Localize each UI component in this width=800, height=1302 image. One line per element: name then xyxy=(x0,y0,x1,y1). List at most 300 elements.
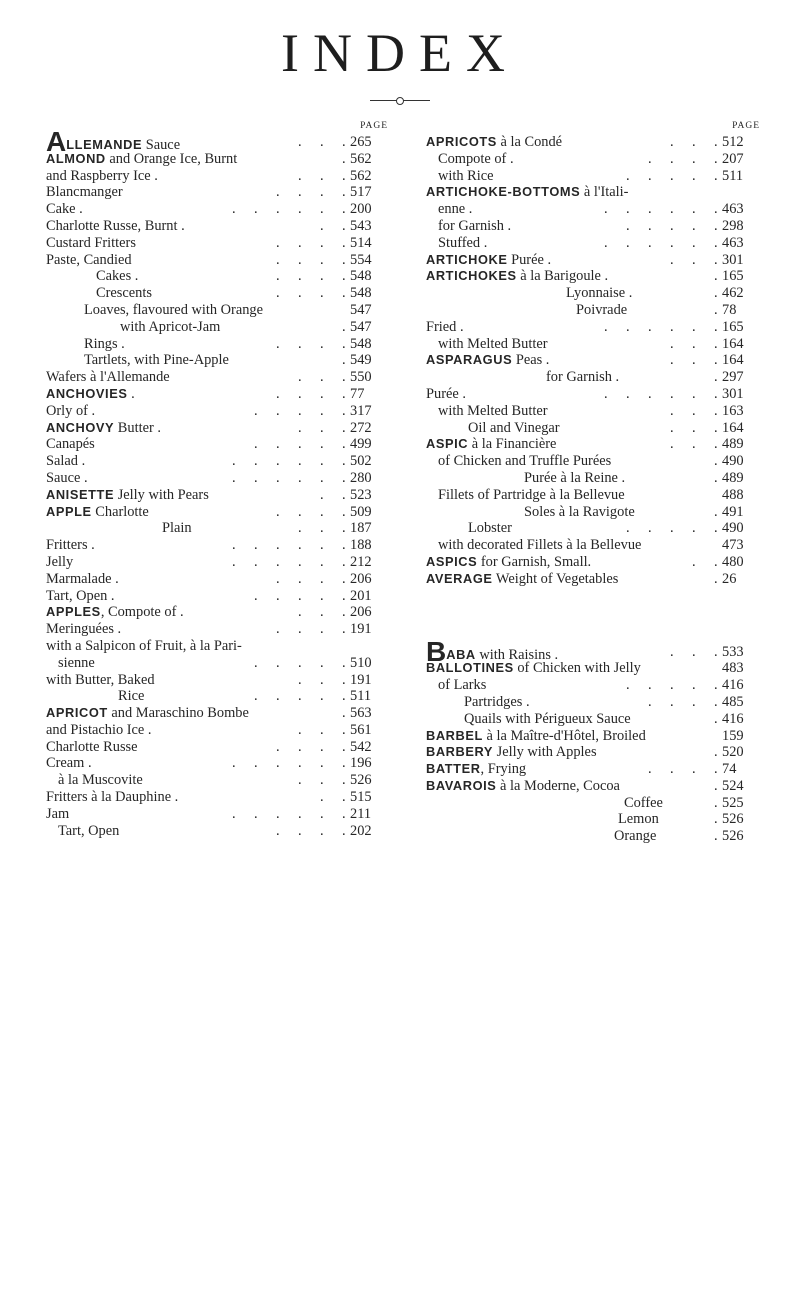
leader-dot: . xyxy=(342,201,346,218)
entry-text xyxy=(438,168,494,185)
entry-page-number: 206 xyxy=(350,604,372,621)
entry-label: Orly of . xyxy=(46,402,96,419)
index-entry xyxy=(426,386,760,403)
entry-label: with Rice xyxy=(438,167,494,184)
leader-dot: . xyxy=(320,285,324,302)
leader-dot: . xyxy=(342,503,346,520)
leader-dot: . xyxy=(320,721,324,738)
entry-page-number: 78 xyxy=(722,301,737,318)
index-entry xyxy=(46,789,388,806)
leader-dot: . xyxy=(320,772,324,789)
entry-page-number: 77 xyxy=(350,385,365,402)
index-entry xyxy=(46,621,388,638)
entry-page-number: 562 xyxy=(350,167,372,184)
entry-text xyxy=(464,711,631,728)
entry-page-number: 280 xyxy=(350,469,372,486)
index-entry xyxy=(46,537,388,554)
leader-dot: . xyxy=(342,318,346,335)
entry-page-number: 491 xyxy=(722,503,744,520)
entry-page-number: 473 xyxy=(722,537,744,554)
entry-label: of Chicken with Jelly xyxy=(513,660,641,677)
index-entry xyxy=(426,487,760,504)
entry-headword: APRICOTS xyxy=(426,134,497,149)
entry-page-number: 523 xyxy=(350,486,372,503)
entry-headword: BAVAROIS xyxy=(426,777,497,793)
leader-dot: . xyxy=(276,570,280,587)
entry-page-number: 561 xyxy=(350,721,372,738)
entry-page-number: 165 xyxy=(722,318,744,335)
index-entry xyxy=(46,436,388,453)
entry-label: with Raisins . xyxy=(475,646,559,663)
entry-page-number: 554 xyxy=(350,251,372,268)
leader-dot: . xyxy=(298,234,302,251)
leader-dot: . xyxy=(320,134,324,150)
entry-text xyxy=(464,694,530,711)
entry-text xyxy=(468,520,512,537)
leader-dot: . xyxy=(276,385,280,402)
entry-page-number: 510 xyxy=(350,654,372,671)
entry-text xyxy=(96,268,138,285)
entry-page-number: 550 xyxy=(350,369,372,386)
index-entry xyxy=(426,520,760,537)
entry-label: and Orange Ice, Burnt xyxy=(105,150,238,167)
index-entry xyxy=(46,604,388,621)
entry-label: Quails with Périgueux Sauce xyxy=(464,710,631,727)
index-entry xyxy=(46,252,388,269)
leader-dot: . xyxy=(342,419,346,436)
index-entry xyxy=(46,571,388,588)
entry-text xyxy=(438,403,548,420)
index-entry xyxy=(46,739,388,756)
leader-dot: . xyxy=(276,251,280,268)
leader-dot: . xyxy=(276,285,280,302)
leader-dot: . xyxy=(320,453,324,470)
index-entry xyxy=(426,268,760,285)
leader-dot: . xyxy=(298,772,302,789)
leader-dot: . xyxy=(670,436,674,453)
entry-label: Butter . xyxy=(114,419,161,436)
leader-dot: . xyxy=(254,654,258,671)
entry-text xyxy=(438,235,487,252)
index-column-right xyxy=(426,121,760,845)
leader-dot: . xyxy=(320,537,324,554)
leader-dot: . xyxy=(714,469,718,486)
entry-page-number: 463 xyxy=(722,201,744,218)
leader-dot: . xyxy=(714,570,718,587)
entry-label: Blancmanger xyxy=(46,184,123,201)
leader-dot: . xyxy=(626,167,630,184)
leader-dot: . xyxy=(298,520,302,537)
index-entry xyxy=(426,184,760,201)
leader-dot: . xyxy=(342,520,346,537)
index-entry xyxy=(46,755,388,772)
index-entry xyxy=(426,235,760,252)
entry-headword: ASPIC xyxy=(426,436,469,452)
entry-label: Tartlets, with Pine-Apple xyxy=(84,352,229,369)
leader-dot: . xyxy=(670,335,674,352)
entry-label: à la Barigoule . xyxy=(516,268,609,285)
entry-page-number: 416 xyxy=(722,710,744,727)
leader-dot: . xyxy=(342,805,346,822)
entry-label: with Melted Butter xyxy=(438,402,548,419)
leader-dot: . xyxy=(670,520,674,537)
entry-headword: ARTICHOKES xyxy=(426,268,517,284)
index-entry xyxy=(46,336,388,353)
leader-dot: . xyxy=(714,134,718,150)
leader-dot: . xyxy=(276,436,280,453)
leader-dot: . xyxy=(276,654,280,671)
entry-text xyxy=(46,168,158,185)
leader-dot: . xyxy=(714,385,718,402)
leader-dot: . xyxy=(692,402,696,419)
entry-headword: ANCHOVIES xyxy=(46,385,128,401)
leader-dot: . xyxy=(298,251,302,268)
leader-dot: . xyxy=(320,217,324,234)
index-entry xyxy=(46,235,388,252)
entry-label: à la Muscovite xyxy=(58,772,143,789)
leader-dot: . xyxy=(320,268,324,285)
index-entry xyxy=(46,688,388,705)
entry-text xyxy=(566,285,632,302)
entry-headword: ASPICS xyxy=(426,553,478,569)
leader-dot: . xyxy=(320,570,324,587)
entry-text xyxy=(162,520,192,537)
entry-label: Sauce . xyxy=(46,469,88,486)
leader-dot: . xyxy=(276,755,280,772)
entry-text xyxy=(438,151,514,168)
leader-dot: . xyxy=(714,335,718,352)
entry-text xyxy=(120,319,220,336)
page-column-header: PAGE xyxy=(360,121,388,131)
leader-dot: . xyxy=(298,385,302,402)
index-entry xyxy=(426,828,760,845)
entry-label: Jam xyxy=(46,805,70,822)
leader-dot: . xyxy=(276,503,280,520)
leader-dot: . xyxy=(342,789,346,806)
entry-text xyxy=(46,588,115,605)
entry-page-number: 301 xyxy=(722,251,744,268)
entry-label: Crescents xyxy=(96,285,152,302)
entry-text xyxy=(46,604,184,621)
leader-dot: . xyxy=(254,755,258,772)
leader-dot: . xyxy=(298,184,302,201)
entry-label: sienne xyxy=(58,654,95,671)
index-entry xyxy=(426,470,760,487)
leader-dot: . xyxy=(276,268,280,285)
entry-text xyxy=(58,772,143,789)
leader-dot: . xyxy=(714,828,718,845)
entry-text xyxy=(438,336,548,353)
entry-page-number: 509 xyxy=(350,503,372,520)
entry-label: with Butter, Baked xyxy=(46,671,155,688)
entry-label: Fritters à la Dauphine . xyxy=(46,789,179,806)
index-entry xyxy=(46,268,388,285)
index-entry xyxy=(426,336,760,353)
leader-dot: . xyxy=(670,201,674,218)
entry-label: Compote of . xyxy=(438,150,514,167)
leader-dot: . xyxy=(320,654,324,671)
page-title: INDEX xyxy=(281,23,519,83)
entry-text xyxy=(438,487,625,504)
entry-label: Fritters . xyxy=(46,537,95,554)
leader-dot: . xyxy=(320,553,324,570)
leader-dot: . xyxy=(648,167,652,184)
entry-label: and Maraschino Bombe xyxy=(107,705,249,722)
leader-dot: . xyxy=(604,385,608,402)
leader-dot: . xyxy=(342,335,346,352)
entry-text xyxy=(524,504,635,521)
leader-dot: . xyxy=(670,251,674,268)
leader-dot: . xyxy=(714,777,718,794)
entry-page-number: 517 xyxy=(350,184,372,201)
index-entry xyxy=(426,302,760,319)
index-entry xyxy=(426,537,760,554)
index-entry xyxy=(426,677,760,694)
entry-label: and Pistachio Ice . xyxy=(46,721,152,738)
entry-page-number: 514 xyxy=(350,234,372,251)
index-entry xyxy=(46,823,388,840)
leader-dot: . xyxy=(692,318,696,335)
leader-dot: . xyxy=(298,402,302,419)
index-entry xyxy=(46,772,388,789)
entry-page-number: 520 xyxy=(722,744,744,761)
leader-dot: . xyxy=(276,201,280,218)
entry-text xyxy=(46,420,161,437)
leader-dot: . xyxy=(298,805,302,822)
leader-dot: . xyxy=(276,402,280,419)
leader-dot: . xyxy=(342,705,346,722)
entry-label: Fillets of Partridge à la Bellevue xyxy=(438,486,625,503)
leader-dot: . xyxy=(692,520,696,537)
entry-label: with a Salpicon of Fruit, à la Pari- xyxy=(46,637,242,654)
leader-dot: . xyxy=(714,251,718,268)
entry-headword: APPLES xyxy=(46,604,101,620)
entry-label: Canapés xyxy=(46,436,95,453)
index-entry xyxy=(46,705,388,722)
entry-page-number: 163 xyxy=(722,402,744,419)
leader-dot: . xyxy=(342,402,346,419)
entry-page-number: 499 xyxy=(350,436,372,453)
leader-dot: . xyxy=(276,553,280,570)
entry-label: enne . xyxy=(438,201,473,218)
index-entry xyxy=(46,403,388,420)
entry-headword: ASPARAGUS xyxy=(426,352,513,368)
leader-dot: . xyxy=(670,167,674,184)
leader-dot: . xyxy=(626,201,630,218)
title-ornament-icon xyxy=(370,96,430,106)
entry-page-number: 298 xyxy=(722,217,744,234)
leader-dot: . xyxy=(342,738,346,755)
leader-dot: . xyxy=(714,201,718,218)
leader-dot: . xyxy=(670,134,674,150)
leader-dot: . xyxy=(320,520,324,537)
index-entry xyxy=(426,369,760,386)
index-entry xyxy=(46,151,388,168)
leader-dot: . xyxy=(276,469,280,486)
leader-dot: . xyxy=(670,402,674,419)
leader-dot: . xyxy=(342,268,346,285)
leader-dot: . xyxy=(714,453,718,470)
leader-dot: . xyxy=(298,621,302,638)
entry-page-number: 297 xyxy=(722,369,744,386)
leader-dot: . xyxy=(648,217,652,234)
leader-dot: . xyxy=(320,789,324,806)
entry-label: Wafers à l'Allemande xyxy=(46,369,170,386)
index-entry xyxy=(426,811,760,828)
entry-label: Charlotte Russe, Burnt . xyxy=(46,217,185,234)
leader-dot: . xyxy=(342,621,346,638)
leader-dot: . xyxy=(342,469,346,486)
leader-dot: . xyxy=(320,738,324,755)
entry-headword: ANISETTE xyxy=(46,486,115,502)
entry-label: Poivrade xyxy=(576,301,628,318)
index-entry xyxy=(426,285,760,302)
entry-page-number: 488 xyxy=(722,486,744,503)
entry-label: Partridges . xyxy=(464,693,530,710)
index-entry xyxy=(426,744,760,761)
leader-dot: . xyxy=(714,167,718,184)
entry-text xyxy=(426,660,641,677)
index-entry xyxy=(46,168,388,185)
entry-label: Coffee xyxy=(624,794,663,811)
entry-label: à la Moderne, Cocoa xyxy=(496,777,620,794)
leader-dot: . xyxy=(276,537,280,554)
entry-label: à la Financière xyxy=(468,436,557,453)
leader-dot: . xyxy=(320,419,324,436)
leader-dot: . xyxy=(254,587,258,604)
leader-dot: . xyxy=(670,318,674,335)
entry-page-number: 524 xyxy=(722,777,744,794)
index-entry xyxy=(46,470,388,487)
leader-dot: . xyxy=(648,318,652,335)
leader-dot: . xyxy=(320,755,324,772)
leader-dot: . xyxy=(648,520,652,537)
leader-dot: . xyxy=(692,150,696,167)
index-entry xyxy=(426,436,760,453)
leader-dot: . xyxy=(670,217,674,234)
entry-text xyxy=(426,319,464,336)
entry-label: Sauce xyxy=(142,137,181,153)
entry-page-number: 515 xyxy=(350,789,372,806)
entry-headword: APRICOT xyxy=(46,705,108,721)
leader-dot: . xyxy=(298,419,302,436)
leader-dot: . xyxy=(320,604,324,621)
leader-dot: . xyxy=(626,234,630,251)
leader-dot: . xyxy=(692,335,696,352)
entry-text xyxy=(46,705,249,722)
leader-dot: . xyxy=(342,822,346,839)
leader-dot: . xyxy=(342,654,346,671)
leader-dot: . xyxy=(342,150,346,167)
entry-label: of Larks xyxy=(438,677,487,694)
leader-dot: . xyxy=(298,453,302,470)
leader-dot: . xyxy=(320,402,324,419)
leader-dot: . xyxy=(714,352,718,369)
leader-dot: . xyxy=(342,167,346,184)
leader-dot: . xyxy=(276,335,280,352)
leader-dot: . xyxy=(276,587,280,604)
index-entry xyxy=(426,134,760,151)
leader-dot: . xyxy=(670,385,674,402)
entry-page-number: 562 xyxy=(350,150,372,167)
entry-text xyxy=(46,403,95,420)
leader-dot: . xyxy=(320,822,324,839)
entry-text xyxy=(426,184,628,201)
entry-headword: ARTICHOKE-BOTTOMS xyxy=(426,184,581,200)
leader-dot: . xyxy=(320,184,324,201)
entry-page-number: 548 xyxy=(350,268,372,285)
leader-dot: . xyxy=(342,587,346,604)
leader-dot: . xyxy=(232,755,236,772)
leader-dot: . xyxy=(692,436,696,453)
index-entry xyxy=(426,761,760,778)
leader-dot: . xyxy=(648,201,652,218)
leader-dot: . xyxy=(714,419,718,436)
leader-dot: . xyxy=(298,369,302,386)
leader-dot: . xyxy=(626,217,630,234)
entry-label: with Apricot-Jam xyxy=(120,318,221,335)
leader-dot: . xyxy=(714,402,718,419)
index-entry xyxy=(46,201,388,218)
entry-page-number: 547 xyxy=(350,301,372,318)
entry-label: Lobster xyxy=(468,520,512,537)
leader-dot: . xyxy=(604,234,608,251)
leader-dot: . xyxy=(298,503,302,520)
entry-text xyxy=(524,470,625,487)
leader-dot: . xyxy=(342,688,346,705)
leader-dot: . xyxy=(298,553,302,570)
entry-label: Rice xyxy=(118,688,145,705)
leader-dot: . xyxy=(276,184,280,201)
index-entry xyxy=(426,218,760,235)
entry-text xyxy=(46,504,149,521)
entry-label: for Garnish . xyxy=(438,217,512,234)
index-entry xyxy=(426,694,760,711)
entry-label: Purée . xyxy=(426,385,466,402)
leader-dot: . xyxy=(320,621,324,638)
entry-page-number: 201 xyxy=(350,587,372,604)
leader-dot: . xyxy=(692,251,696,268)
index-entry xyxy=(46,218,388,235)
entry-page-number: 489 xyxy=(722,436,744,453)
entry-page-number: 301 xyxy=(722,385,744,402)
leader-dot: . xyxy=(232,453,236,470)
leader-dot: . xyxy=(626,318,630,335)
entry-text xyxy=(46,571,119,588)
entry-text xyxy=(624,795,663,812)
leader-dot: . xyxy=(626,385,630,402)
entry-page-number: 206 xyxy=(350,570,372,587)
entry-text xyxy=(46,151,237,168)
entry-page-number: 526 xyxy=(722,828,744,845)
entry-text xyxy=(46,722,152,739)
leader-dot: . xyxy=(298,587,302,604)
leader-dot: . xyxy=(714,217,718,234)
leader-dot: . xyxy=(298,570,302,587)
entry-page-number: 490 xyxy=(722,520,744,537)
entry-text xyxy=(46,252,132,269)
leader-dot: . xyxy=(298,822,302,839)
leader-dot: . xyxy=(342,436,346,453)
entry-label: Loaves, flavoured with Orange xyxy=(84,301,264,318)
leader-dot: . xyxy=(692,553,696,570)
leader-dot: . xyxy=(298,604,302,621)
leader-dot: . xyxy=(342,755,346,772)
index-entry xyxy=(46,520,388,537)
leader-dot: . xyxy=(714,744,718,761)
leader-dot: . xyxy=(692,677,696,694)
leader-dot: . xyxy=(298,469,302,486)
